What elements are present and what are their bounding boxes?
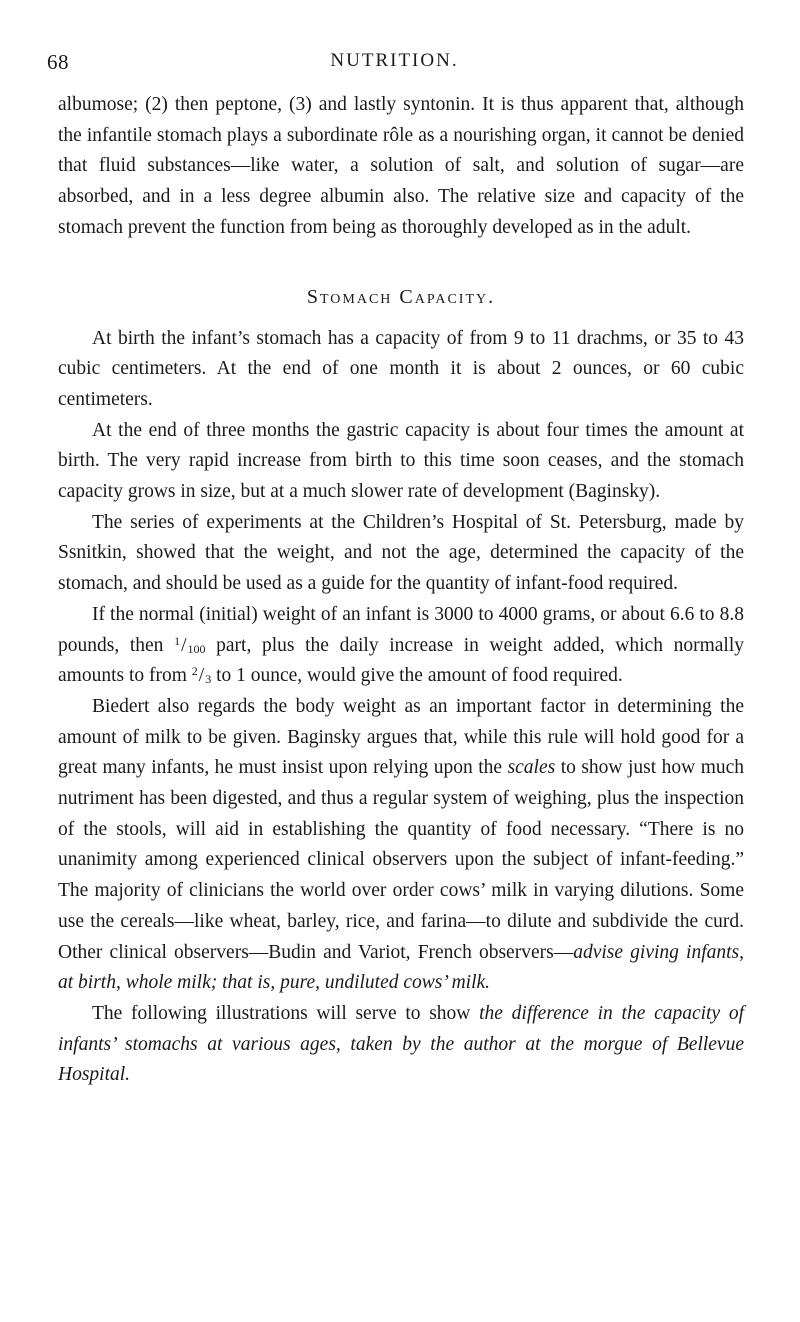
italic-advice: advise giving infants, at birth, whole milk; that is, pure, undiluted cows’ milk. xyxy=(58,941,744,994)
fraction-one-hundredth: $^1/_{100}$ xyxy=(174,633,206,656)
italic-scales: scales xyxy=(507,757,556,779)
fraction-denominator: 100 xyxy=(187,641,206,656)
fraction-two-thirds: $^2/_3$ xyxy=(191,664,212,687)
paragraph-normal-weight-part-a: If the normal (initial) weight of an infant is 3000 to 4000 grams, or about 6.6 to 8.8 pounds, then xyxy=(58,603,744,656)
page-header xyxy=(47,50,742,80)
paragraph-three-months: At the end of three months the gastric capacity is about four times the amount at birth. The very rapid increase from birth to this time soon ceases, and the stomach capacity grows in size, but at a much slower rate of development (Baginsky). xyxy=(58,419,744,503)
paragraph-albumose: albumose; (2) then peptone, (3) and lastly syntonin. It is thus apparent that, although the infantile stomach plays a subordinate rôle as a nourishing organ, it cannot be denied that fluid substances—like water, a solution of salt, and solution of sugar—are absorbed, and in a less degree albumin also. The relative size and capacity of the stomach prevent the function from being as thoroughly developed as in the adult. xyxy=(58,94,744,238)
section-heading: Stomach Capacity. xyxy=(306,285,496,308)
paragraph-normal-weight-part-c: to 1 ounce, would give the amount of food required. xyxy=(216,665,623,687)
running-head: NUTRITION. xyxy=(330,50,459,71)
paragraph-experiments: The series of experiments at the Children’s Hospital of St. Petersburg, made by Ssnitkin, showed that the weight, and not the age, determined the capacity of the stomach, and should be used as a guide for the quantity of infant-food required. xyxy=(58,511,744,595)
page-number: 68 xyxy=(47,50,69,74)
paragraph-normal-weight-part-b: part, plus the daily increase in weight added, which normally amounts to from xyxy=(58,634,744,687)
fraction-denominator: 3 xyxy=(205,672,212,687)
paragraph-normal-weight xyxy=(58,600,744,692)
paragraph-biedert-part-b: to show just how much nutriment has been digested, and thus a regular system of weighing, plus the inspection of the stools, will aid in establishing the quantity of food necessary. “There is no unanimity among experienced clinical observers upon the subject of infant-feeding.” The majority of clinicians the world over order cows’ milk in varying dilutions. Some use the cereals—like wheat, barley, rice, and farina—to dilute and subdivide the curd. Other clinical observers—Budin and Variot, French observers— xyxy=(58,757,745,963)
paragraph-illustrations xyxy=(58,999,744,1091)
paragraph-biedert-part-a: Biedert also regards the body weight as an important factor in determining the amount of milk to be given. Baginsky argues that, while this rule will hold good for a great many infants, he must insist upon relying upon the xyxy=(58,695,744,779)
paragraph-at-birth: At birth the infant’s stomach has a capacity of from 9 to 11 drachms, or 35 to 43 cubic centimeters. At the end of one month it is about 2 ounces, or 60 cubic centimeters. xyxy=(58,327,744,410)
fraction-numerator: 2 xyxy=(191,664,198,679)
fraction-numerator: 1 xyxy=(174,633,181,648)
italic-stomach-capacity: the difference in the capacity of infants’ stomachs at various ages, taken by the author at the morgue of Bellevue Hospital. xyxy=(58,1002,745,1086)
body-text xyxy=(58,90,744,1091)
paragraph-illustrations-part-a: The following illustrations will serve to show xyxy=(92,1002,471,1024)
paragraph-biedert xyxy=(58,692,744,999)
